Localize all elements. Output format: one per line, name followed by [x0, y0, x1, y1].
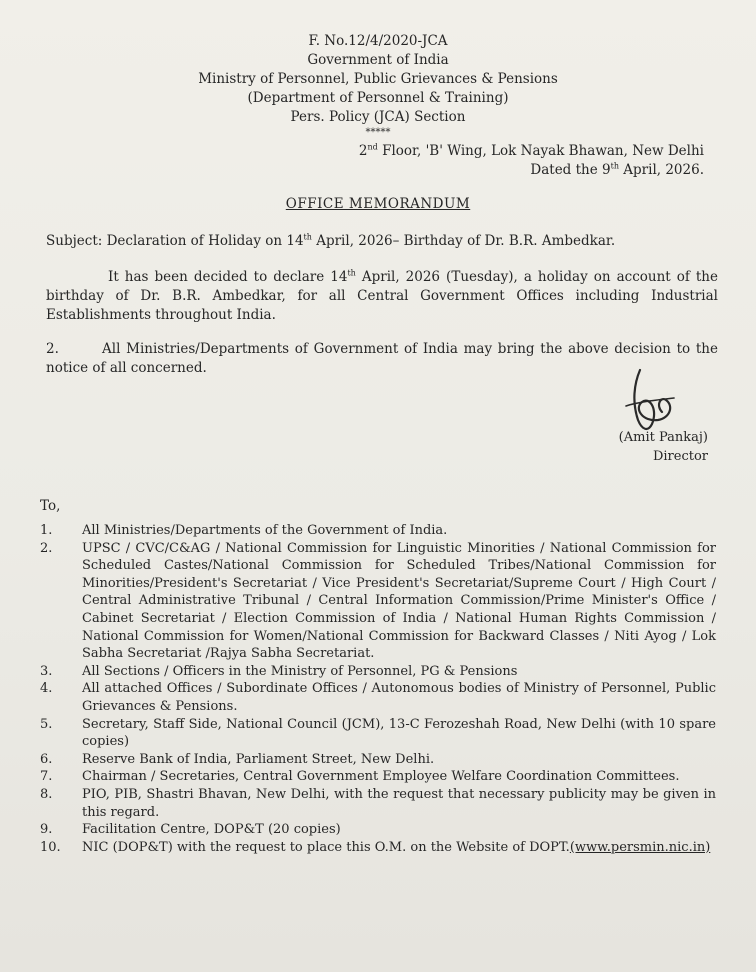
- signatory-designation: Director: [652, 449, 708, 464]
- section-name: Pers. Policy (JCA) Section: [290, 109, 466, 125]
- address-block: [359, 142, 704, 180]
- separator-stars: *****: [365, 127, 391, 138]
- government-name: Government of India: [307, 52, 449, 68]
- distribution-list: [40, 522, 716, 856]
- memo-date: Dated the 9th April, 2026.: [530, 161, 704, 178]
- memo-subject: Subject: Declaration of Holiday on 14th April, 2026– Birthday of Dr. B.R. Ambedkar.: [46, 232, 616, 249]
- list-item: 1. All Ministries/Departments of the Government of India.: [40, 523, 448, 538]
- signatory-block: [560, 428, 708, 466]
- list-item: 6. Reserve Bank of India, Parliament Street, New Delhi.: [40, 751, 435, 767]
- file-number: F. No.12/4/2020-JCA: [308, 33, 448, 49]
- list-item: 5. Secretary, Staff Side, National Council (JCM), 13-C Ferozeshah Road, New Delhi (with 10 spare copies): [40, 716, 716, 750]
- website-link[interactable]: (www.persmin.nic.in): [569, 839, 711, 855]
- list-item: 8. PIO, PIB, Shastri Bhavan, New Delhi, with the request that necessary publicity may be given in this regard.: [40, 786, 716, 820]
- list-item: 4. All attached Offices / Subordinate Offices / Autonomous bodies of Ministry of Personnel, Public Grievances & Pensions.: [40, 681, 716, 714]
- list-item: 10. NIC (DOP&T) with the request to place this O.M. on the Website of DOPT.(www.persmin.nic.in): [40, 839, 711, 855]
- list-item: 9. Facilitation Centre, DOP&T (20 copies): [40, 822, 341, 838]
- signatory-name: (Amit Pankaj): [618, 430, 708, 445]
- ministry-name: Ministry of Personnel, Public Grievances & Pensions: [198, 71, 558, 87]
- list-item: 3. All Sections / Officers in the Ministry of Personnel, PG & Pensions: [40, 663, 518, 679]
- list-item: 7. Chairman / Secretaries, Central Government Employee Welfare Coordination Committees.: [40, 769, 680, 785]
- office-address: 2nd Floor, 'B' Wing, Lok Nayak Bhawan, New Delhi: [358, 142, 704, 159]
- paragraph-2: 2. All Ministries/Departments of Government of India may bring the above decision to the notice of all concerned.: [46, 341, 718, 376]
- department-name: (Department of Personnel & Training): [247, 90, 509, 106]
- memo-title: OFFICE MEMORANDUM: [285, 196, 471, 212]
- paragraph-1: It has been decided to declare 14th April, 2026 (Tuesday), a holiday on account of the birthday of Dr. B.R. Ambedkar, for all Central Government Offices including Industrial Establishments throughout India.: [46, 268, 718, 323]
- list-item: 2. UPSC / CVC/C&AG / National Commission for Linguistic Minorities / National Commission for Scheduled Castes/National Commission for Scheduled Tribes/National Commission for Minorities/President's Secretariat / Vice President's Secretariat/Supreme Court / High Court / Central Administrative Tribunal / Central Information Commission/Prime Minister's Office / Cabinet Secretariat / Election Commission of India / National Human Rights Commission / National Commission for Women/National Commission for Backward Classes / Niti Ayog / Lok Sabha Secretariat /Rajya Sabha Secretariat.: [40, 540, 716, 662]
- to-label: To,: [40, 498, 61, 514]
- letterhead: [0, 32, 756, 139]
